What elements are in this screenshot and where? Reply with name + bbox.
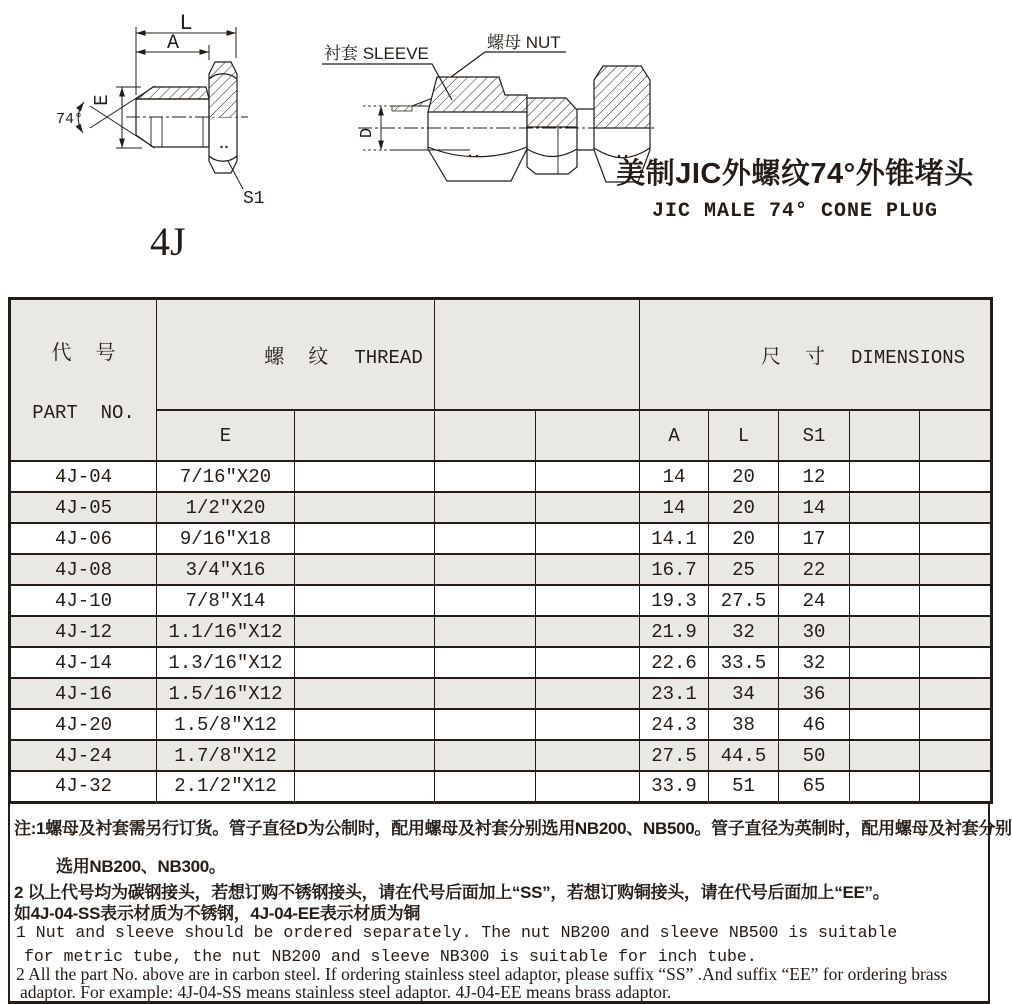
empty-cell [435,554,536,585]
thread-en: THREAD [354,346,423,369]
nut-callout-label: 螺母 NUT [487,33,561,52]
part-no-zh: 代 号 [51,343,116,366]
dim-l-cell: 51 [709,771,779,802]
cone-angle-label: 74° [56,111,84,128]
empty-cell [295,740,435,771]
table-row [10,647,992,678]
dim-s1-cell: 22 [779,554,850,585]
table-row [10,461,992,492]
empty-cell [850,461,920,492]
thread-zh: 螺 纹 [264,346,329,370]
dim-a-cell: 24.3 [640,709,709,740]
table-row [10,678,992,709]
dim-a-cell: 14 [640,492,709,523]
dim-s1-cell: 46 [779,709,850,740]
subcol-a: A [640,410,709,461]
dim-a-cell: 19.3 [640,585,709,616]
part-no-cell: 4J-04 [10,461,157,492]
thread-cell: 1.5/8″X12 [157,709,295,740]
dim-l-cell: 38 [709,709,779,740]
empty-cell [295,523,435,554]
part-no-cell: 4J-05 [10,492,157,523]
dim-a-cell: 27.5 [640,740,709,771]
dim-a-cell: 21.9 [640,616,709,647]
empty-cell [295,554,435,585]
table-body [10,461,992,802]
empty-cell [435,461,536,492]
empty-cell [850,523,920,554]
subcol-e: E [157,410,295,461]
table-row [10,740,992,771]
thread-cell: 7/8″X14 [157,585,295,616]
empty-cell [536,523,640,554]
plug-body [136,62,237,173]
table-row [10,523,992,554]
dim-l-label: L [179,11,193,36]
empty-cell [295,616,435,647]
note-en-2: for metric tube, the nut NB200 and sleeve NB300 is suitable for inch tube. [24,946,757,966]
empty-cell [850,616,920,647]
empty-cell [920,585,992,616]
nut-front [428,77,527,181]
empty-cell [920,523,992,554]
col-group-blank [435,299,640,411]
note-zh-3: 2 以上代号均为碳钢接头，若想订购不锈钢接头，请在代号后面加上“SS”，若想订购铜接头，请在代号后面加上“EE”。 [14,882,890,902]
thread-cell: 9/16″X18 [157,523,295,554]
note-en-3: 2 All the part No. above are in carbon steel. If ordering stainless steel adaptor, please suffix “SS” .And suffix “EE” for ordering brass [16,963,948,984]
part-no-cell: 4J-14 [10,647,157,678]
empty-cell [536,771,640,802]
thread-cell: 1/2″X20 [157,492,295,523]
empty-cell [536,554,640,585]
header-row-sub [10,410,992,461]
part-no-cell: 4J-20 [10,709,157,740]
empty-cell [536,678,640,709]
thread-cell: 1.5/16″X12 [157,678,295,709]
table-row [10,492,992,523]
empty-cell [536,616,640,647]
dim-s1-label: S1 [243,189,265,209]
part-no-cell: 4J-12 [10,616,157,647]
part-no-en: PART NO. [32,402,135,424]
subcol-blank [295,410,435,461]
dim-l-cell: 32 [709,616,779,647]
dim-s1-cell: 14 [779,492,850,523]
thread-cell: 1.7/8″X12 [157,740,295,771]
empty-cell [920,678,992,709]
empty-cell [920,461,992,492]
empty-cell [920,554,992,585]
part-no-cell: 4J-16 [10,678,157,709]
dimensions-en: DIMENSIONS [851,346,966,369]
dim-s1-cell: 32 [779,647,850,678]
empty-cell [435,616,536,647]
empty-cell [536,461,640,492]
empty-cell [295,647,435,678]
dim-e-label: E [91,94,113,106]
plug-drawing [0,0,300,270]
dim-s1-cell: 50 [779,740,850,771]
col-header-part-no [10,299,157,462]
empty-cell [435,523,536,554]
note-en-1: 1 Nut and sleeve should be ordered separately. The nut NB200 and sleeve NB500 is suitable [16,922,898,942]
empty-cell [435,740,536,771]
empty-cell [850,492,920,523]
thread-cell: 3/4″X16 [157,554,295,585]
note-zh-1: 注:1螺母及衬套需另行订货。管子直径D为公制时，配用螺母及衬套分别选用NB200、NB500。管子直径为英制时，配用螺母及衬套分别 [14,818,1012,838]
page-title-en: JIC MALE 74° CONE PLUG [651,200,939,223]
dim-s1-cell: 65 [779,771,850,802]
dim-l-cell: 20 [709,461,779,492]
col-group-dimensions [640,299,992,411]
dim-s1-cell: 30 [779,616,850,647]
table-row [10,616,992,647]
subcol-blank [920,410,992,461]
dim-l-cell: 44.5 [709,740,779,771]
dimensions-zh: 尺 寸 [761,346,826,370]
empty-cell [435,585,536,616]
empty-cell [536,492,640,523]
empty-cell [536,740,640,771]
subcol-blank [536,410,640,461]
thread-cell: 1.1/16″X12 [157,616,295,647]
empty-cell [920,492,992,523]
empty-cell [295,585,435,616]
figure-caption-4j: 4J [150,219,186,264]
part-no-cell: 4J-06 [10,523,157,554]
table-row [10,709,992,740]
empty-cell [295,771,435,802]
header-row-groups [10,299,992,411]
dim-s1-cell: 17 [779,523,850,554]
empty-cell [536,709,640,740]
empty-cell [295,678,435,709]
thread-cell: 7/16″X20 [157,461,295,492]
page-title-zh: 美制JIC外螺纹74°外锥堵头 [616,158,974,190]
notes-box [8,804,1012,1004]
subcol-s1: S1 [779,410,850,461]
empty-cell [536,585,640,616]
empty-cell [920,647,992,678]
thread-cell: 1.3/16″X12 [157,647,295,678]
dim-a-cell: 14.1 [640,523,709,554]
empty-cell [850,585,920,616]
table-row [10,771,992,802]
empty-cell [295,461,435,492]
dim-l-cell: 20 [709,523,779,554]
spec-table [8,297,993,804]
empty-cell [920,709,992,740]
empty-cell [850,771,920,802]
empty-cell [920,771,992,802]
empty-cell [920,740,992,771]
spec-sheet [8,297,1012,1004]
dim-a-label: A [166,32,180,55]
dim-l-cell: 27.5 [709,585,779,616]
table-row [10,554,992,585]
empty-cell [920,616,992,647]
empty-cell [435,647,536,678]
table-row [10,585,992,616]
fitting-body [527,98,594,174]
dim-a-cell: 22.6 [640,647,709,678]
part-no-cell: 4J-32 [10,771,157,802]
dim-l-cell: 34 [709,678,779,709]
empty-cell [850,709,920,740]
empty-cell [295,709,435,740]
thread-cell: 2.1/2″X12 [157,771,295,802]
note-zh-4: 如4J-04-SS表示材质为不锈钢，4J-04-EE表示材质为铜 [14,903,421,923]
empty-cell [536,647,640,678]
empty-cell [435,492,536,523]
part-no-cell: 4J-08 [10,554,157,585]
dim-a-cell: 23.1 [640,678,709,709]
dim-s1-cell: 12 [779,461,850,492]
dim-l-cell: 25 [709,554,779,585]
subcol-blank [850,410,920,461]
col-group-thread [157,299,435,411]
empty-cell [435,709,536,740]
empty-cell [295,492,435,523]
table-header [10,299,992,462]
empty-cell [850,647,920,678]
dim-l-cell: 20 [709,492,779,523]
dim-d-label: D [358,127,377,139]
dim-l-cell: 33.5 [709,647,779,678]
note-zh-2: 选用NB200、NB300。 [56,856,226,876]
dim-a-cell: 33.9 [640,771,709,802]
empty-cell [850,678,920,709]
empty-cell [850,740,920,771]
dim-a-cell: 16.7 [640,554,709,585]
note-en-4: adaptor. For example: 4J-04-SS means stainless steel adaptor. 4J-04-EE means brass adaptor. [20,981,672,1002]
empty-cell [435,771,536,802]
subcol-blank [435,410,536,461]
part-no-cell: 4J-24 [10,740,157,771]
dim-s1-cell: 24 [779,585,850,616]
dim-s1-cell: 36 [779,678,850,709]
empty-cell [435,678,536,709]
sleeve-callout-label: 衬套 SLEEVE [324,44,429,63]
part-no-cell: 4J-10 [10,585,157,616]
subcol-l: L [709,410,779,461]
dim-a-cell: 14 [640,461,709,492]
empty-cell [850,554,920,585]
